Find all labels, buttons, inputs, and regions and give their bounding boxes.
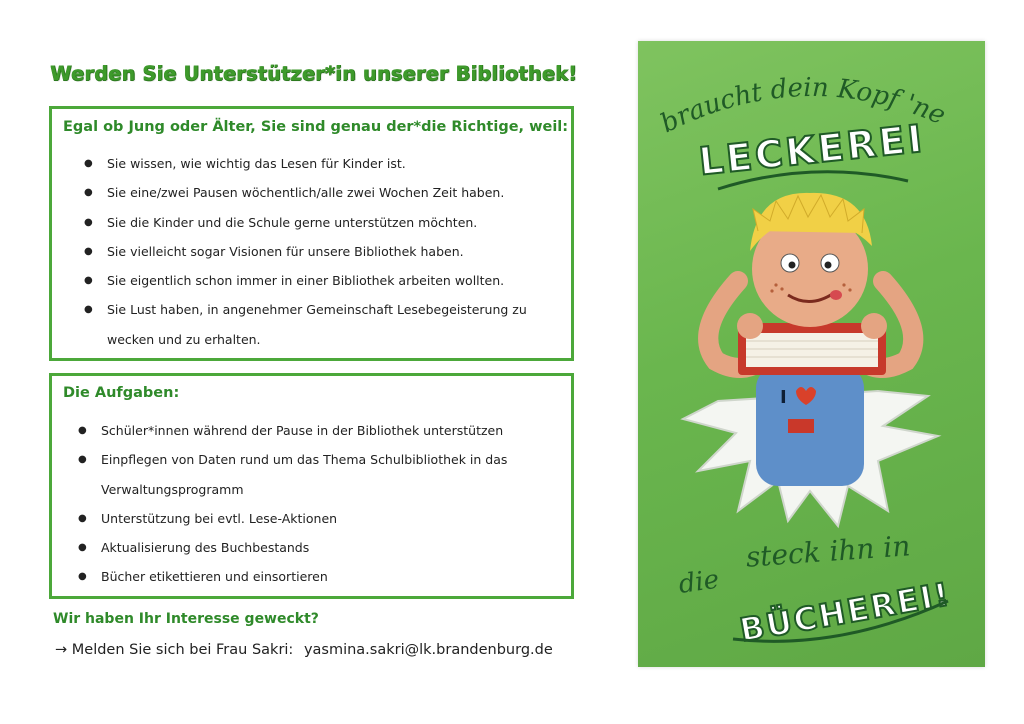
boy-head (750, 193, 872, 327)
list-item: ● Sie wissen, wie wichtig das Lesen für Kinder ist. (82, 149, 527, 178)
book-icon (788, 419, 814, 433)
interest-heading: Wir haben Ihr Interesse geweckt? (53, 611, 319, 627)
contact-email: yasmina.sakri@lk.brandenburg.de (303, 642, 553, 658)
list-item: ● Sie eigentlich schon immer in einer Bibliothek arbeiten wollten. (82, 266, 527, 295)
list-item: ● Sie Lust haben, in angenehmer Gemeinschaft Lesebegeisterung zu (82, 295, 527, 324)
bullet-icon: ● (84, 245, 93, 257)
poster-line4: die (676, 564, 721, 600)
list-item-continuation: wecken und zu erhalten. (107, 331, 261, 347)
list-item: ● Bücher etikettieren und einsortieren (76, 562, 507, 591)
bullet-icon: ● (78, 425, 87, 436)
bullet-icon: ● (84, 275, 93, 287)
right-hand (861, 313, 887, 339)
list-item: ● Sie vielleicht sogar Visionen für unsere Bibliothek haben. (82, 237, 527, 266)
list-item: ● Sie eine/zwei Pausen wöchentlich/alle zwei Wochen Zeit haben. (82, 178, 527, 207)
bullet-icon: ● (84, 304, 93, 316)
poster-line3: steck ihn in (744, 529, 912, 574)
bullet-icon: ● (78, 454, 87, 466)
list-item: ● Aktualisierung des Buchbestands (76, 533, 507, 562)
shirt-letter: I (780, 387, 787, 408)
reasons-box (49, 106, 574, 361)
bullet-icon: ● (84, 187, 93, 199)
poster-line2: LECKEREI (696, 116, 927, 184)
bullet-icon: ● (78, 512, 87, 524)
page-title: Werden Sie Unterstützer*in unserer Bibliothek! (50, 62, 578, 85)
list-item-continuation: Verwaltungsprogramm (101, 481, 244, 497)
contact-line (55, 642, 553, 658)
poster-line5: BÜCHEREI! (736, 574, 954, 650)
left-hand (737, 313, 763, 339)
list-item: ● Sie die Kinder und die Schule gerne unterstützen möchten. (82, 208, 527, 237)
bullet-icon: ● (84, 216, 93, 228)
bullet-icon: ● (84, 158, 93, 169)
reasons-heading: Egal ob Jung oder Älter, Sie sind genau der*die Richtige, weil: (63, 119, 569, 135)
bullet-icon: ● (78, 571, 87, 583)
poster-illustration (638, 41, 985, 667)
tasks-list (76, 416, 507, 592)
list-item: ● Schüler*innen während der Pause in der Bibliothek unterstützen (76, 416, 507, 445)
tasks-heading: Die Aufgaben: (63, 385, 180, 401)
list-item: ● Einpflegen von Daten rund um das Thema Schulbibliothek in das (76, 445, 507, 474)
poster-line1: braucht dein Kopf 'ne (656, 72, 950, 140)
list-item: ● Unterstützung bei evtl. Lese-Aktionen (76, 504, 507, 533)
library-poster (638, 41, 985, 667)
tasks-box (49, 373, 574, 599)
reasons-list (82, 149, 527, 354)
contact-text: → Melden Sie sich bei Frau Sakri: (55, 642, 294, 658)
bullet-icon: ● (78, 542, 87, 554)
